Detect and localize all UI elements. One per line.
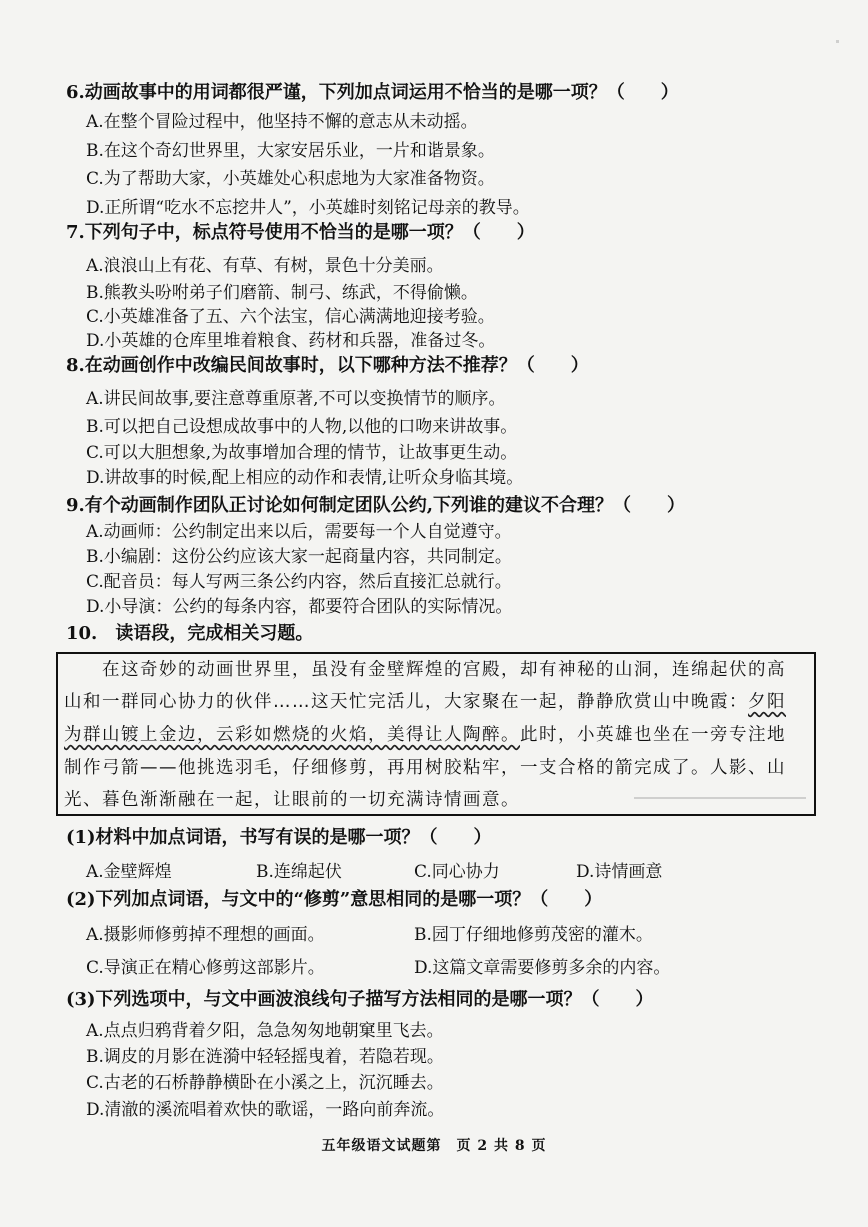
question-9-stem: 9.有个动画制作团队正讨论如何制定团队公约,下列谁的建议不合理？（ ） [66, 495, 686, 516]
subquestion-1-option-a: A.金壁辉煌 [86, 862, 172, 882]
question-7-option-b: B.熊教头吩咐弟子们磨箭、制弓、练武，不得偷懒。 [86, 283, 478, 303]
question-8-option-a: A.讲民间故事,要注意尊重原著,不可以变换情节的顺序。 [86, 389, 506, 409]
passage-line-4: 制作弓箭——他挑选羽毛，仔细修剪，再用树胶粘牢，一支合格的箭完成了。人影、山 [64, 758, 786, 778]
question-8-option-d: D.讲故事的时候,配上相应的动作和表情,让听众身临其境。 [86, 468, 524, 488]
question-8-option-c: C.可以大胆想象,为故事增加合理的情节，让故事更生动。 [86, 443, 518, 463]
wavy-underlined-sentence: 为群山镀上金边，云彩如燃烧的火焰，美得让人陶醉。 [64, 725, 520, 745]
passage-line-1: 在这奇妙的动画世界里，虽没有金壁辉煌的宫殿，却有神秘的山洞，连绵起伏的高 [64, 660, 786, 680]
scan-mark [634, 797, 806, 799]
question-7-option-a: A.浪浪山上有花、有草、有树，景色十分美丽。 [86, 256, 444, 276]
question-6-option-c: C.为了帮助大家，小英雄处心积虑地为大家准备物资。 [86, 169, 495, 189]
question-8-option-b: B.可以把自己设想成故事中的人物,以他的口吻来讲故事。 [86, 417, 518, 437]
scan-speck [836, 40, 839, 43]
passage-line-3-text: 此时，小英雄也坐在一旁专注地 [520, 725, 786, 745]
subquestion-1-stem: (1)材料中加点词语，书写有误的是哪一项？（ ） [66, 827, 492, 848]
subquestion-1-option-d: D.诗情画意 [576, 862, 663, 882]
question-9-option-d: D.小导演：公约的每条内容，都要符合团队的实际情况。 [86, 597, 513, 617]
subquestion-1-option-b: B.连绵起伏 [256, 862, 342, 882]
question-8-stem: 8.在动画创作中改编民间故事时，以下哪种方法不推荐？（ ） [66, 355, 589, 376]
subquestion-3-option-a: A.点点归鸦背着夕阳，急急匆匆地朝窠里飞去。 [86, 1021, 444, 1041]
subquestion-2-stem: (2)下列加点词语，与文中的“修剪”意思相同的是哪一项？（ ） [66, 889, 603, 910]
question-10-stem: 10. 读语段，完成相关习题。 [66, 623, 314, 644]
passage-line-2-text: 山和一群同心协力的伙伴……这天忙完活儿，大家聚在一起，静静欣赏山中晚霞： [64, 692, 748, 712]
subquestion-2-option-b: B.园丁仔细地修剪茂密的灌木。 [414, 925, 653, 945]
passage-line-5: 光、暮色渐渐融在一起，让眼前的一切充满诗情画意。 [64, 790, 520, 810]
question-6-stem: 6.动画故事中的用词都很严谨，下列加点词运用不恰当的是哪一项？（ ） [66, 82, 679, 103]
question-9-option-b: B.小编剧：这份公约应该大家一起商量内容，共同制定。 [86, 547, 512, 567]
question-9-option-c: C.配音员：每人写两三条公约内容，然后直接汇总就行。 [86, 572, 512, 592]
subquestion-1-option-c: C.同心协力 [414, 862, 500, 882]
question-7-stem: 7.下列句子中，标点符号使用不恰当的是哪一项？（ ） [66, 222, 535, 243]
question-7-option-d: D.小英雄的仓库里堆着粮食、药材和兵器，准备过冬。 [86, 331, 496, 351]
question-6-option-a: A.在整个冒险过程中，他坚持不懈的意志从未动摇。 [86, 112, 478, 132]
subquestion-3-option-c: C.古老的石桥静静横卧在小溪之上，沉沉睡去。 [86, 1073, 444, 1093]
subquestion-3-option-b: B.调皮的月影在涟漪中轻轻摇曳着，若隐若现。 [86, 1047, 444, 1067]
passage-line-3 [64, 723, 786, 747]
passage-line-2 [64, 690, 786, 714]
question-9-option-a: A.动画师：公约制定出来以后，需要每一个人自觉遵守。 [86, 522, 512, 542]
subquestion-2-option-c: C.导演正在精心修剪这部影片。 [86, 958, 325, 978]
subquestion-3-stem: (3)下列选项中，与文中画波浪线句子描写方法相同的是哪一项？（ ） [66, 989, 654, 1010]
subquestion-3-option-d: D.清澈的溪流唱着欢快的歌谣，一路向前奔流。 [86, 1100, 445, 1120]
question-6-option-b: B.在这个奇幻世界里，大家安居乐业，一片和谐景象。 [86, 141, 495, 161]
subquestion-2-option-a: A.摄影师修剪掉不理想的画面。 [86, 925, 325, 945]
question-6-option-d: D.正所谓“吃水不忘挖井人”，小英雄时刻铭记母亲的教导。 [86, 198, 530, 218]
page-footer: 五年级语文试题第 页 2 共 8 页 [321, 1138, 547, 1154]
wavy-underlined-sentence-start: 夕阳 [748, 692, 786, 712]
subquestion-2-option-d: D.这篇文章需要修剪多余的内容。 [414, 958, 671, 978]
question-7-option-c: C.小英雄准备了五、六个法宝，信心满满地迎接考验。 [86, 307, 495, 327]
